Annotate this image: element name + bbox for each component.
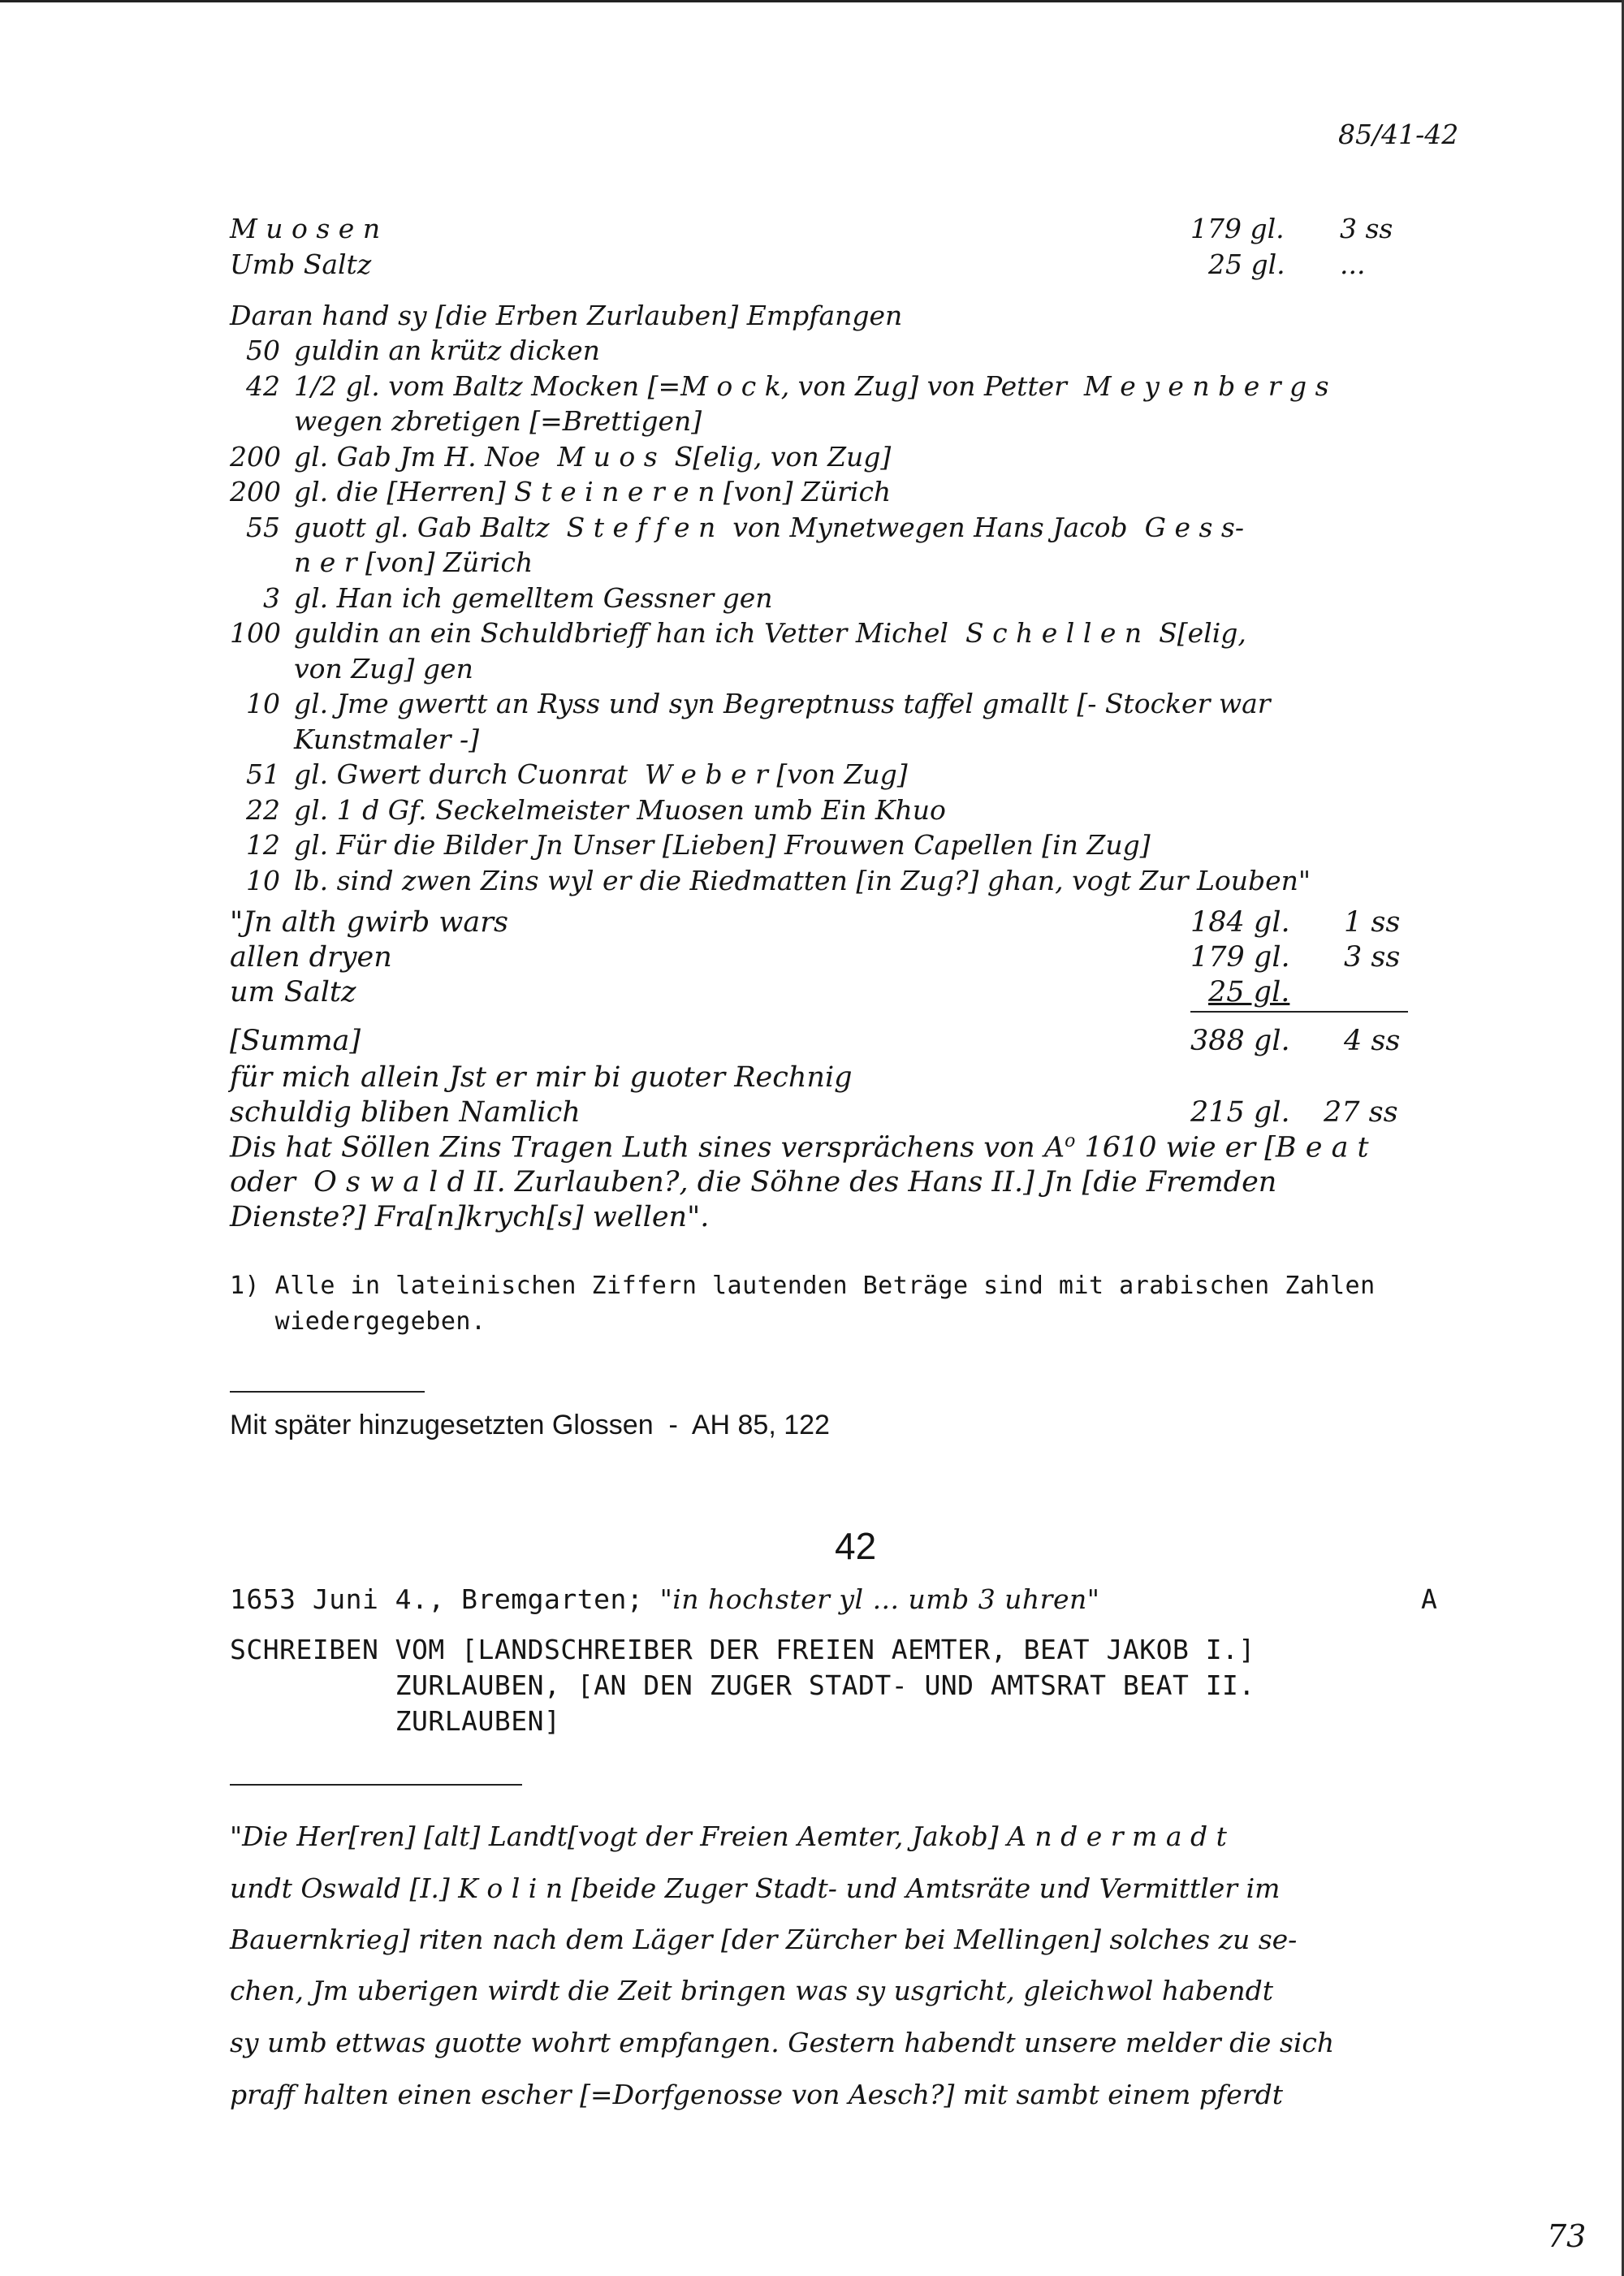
heading-line: ZURLAUBEN] [230, 1705, 561, 1737]
footnote-line: 1) Alle in lateinischen Ziffern lautenden Beträge sind mit arabischen Zahlen [230, 1272, 1376, 1300]
page-reference: 85/41-42 [1338, 119, 1459, 150]
entry-text: gl. Für die Bilder Jn Unser [Lieben] Frouwen Capellen [in Zug] [294, 829, 1151, 861]
closing-line: Dienste?] Fra[n]krych[s] wellen". [230, 1201, 710, 1233]
closing-line: schuldig bliben Namlich [230, 1096, 581, 1129]
top-line-gl: 25 gl. [1208, 248, 1285, 280]
sum-line-gl: 25 gl. [1208, 976, 1290, 1008]
entry-text: gl. Jme gwertt an Ryss und syn Begreptnuss taffel gmallt [- Stocker war [294, 688, 1271, 719]
entry-text: n e r [von] Zürich [294, 546, 533, 578]
entry-text: gl. Gab Jm H. Noe M u o s S[elig, von Zug] [294, 440, 892, 473]
body-line: praff halten einen escher [=Dorfgenosse von Aesch?] mit sambt einem pferdt [230, 2079, 1283, 2110]
footnote-line: wiedergegeben. [230, 1307, 486, 1336]
entry-text: guldin an ein Schuldbrieff han ich Vetter Michel S c h e l l e n S[elig, [294, 617, 1246, 649]
summa-gl: 388 gl. [1190, 1025, 1290, 1057]
entry-amount: 10 [246, 864, 280, 896]
sum-underline [1190, 1011, 1408, 1013]
heading-line: ZURLAUBEN, [AN DEN ZUGER STADT- UND AMTSRAT BEAT II. [230, 1669, 1255, 1701]
page-top-edge [0, 0, 1624, 2]
entry-amount: 50 [246, 335, 280, 366]
body-line: undt Oswald [I.] K o l i n [beide Zuger Stadt- und Amtsräte und Vermittler im [230, 1872, 1281, 1904]
closing-gl: 215 gl. [1190, 1096, 1290, 1129]
version-marker: A [1421, 1583, 1438, 1615]
entry-amount: 22 [246, 793, 280, 826]
summa-label: [Summa] [230, 1025, 361, 1057]
body-line: "Die Her[ren] [alt] Landt[vogt der Freien Aemter, Jakob] A n d e r m a d t [230, 1820, 1227, 1852]
entry-text: lb. sind zwen Zins wyl er die Riedmatten [in Zug?] ghan, vogt Zur Louben" [294, 864, 1311, 896]
entry-amount: 42 [246, 369, 280, 402]
closing-line: Dis hat Söllen Zins Tragen Luth sines versprächens von $A^o$ 1610 wie er [B e a t [230, 1131, 1369, 1164]
entry-amount: 200 [230, 440, 281, 473]
closing-line: für mich allein Jst er mir bi guoter Rechnig [230, 1061, 853, 1094]
entry-amount: 10 [246, 688, 280, 719]
sum-line-label: "Jn alth gwirb wars [230, 906, 508, 939]
document-number: 42 [835, 1525, 877, 1567]
body-line: chen, Jm uberigen wirdt die Zeit bringen was sy usgricht, gleichwol habendt [230, 1975, 1274, 2006]
separator-rule [230, 1784, 522, 1786]
top-line-label: Umb Saltz [230, 248, 372, 280]
entry-text: gl. die [Herren] S t e i n e r e n [von] Zürich [294, 476, 892, 507]
body-line: sy umb ettwas guotte wohrt empfangen. Gestern habendt unsere melder die sich [230, 2027, 1335, 2058]
entry-amount: 12 [246, 829, 280, 861]
closing-ss: 27 ss [1324, 1096, 1398, 1129]
entry-amount: 55 [246, 511, 280, 543]
sum-line-label: um Saltz [230, 976, 356, 1008]
sum-line-ss: 1 ss [1344, 906, 1401, 939]
summa-ss: 4 ss [1344, 1025, 1401, 1057]
top-line-ss: 3 ss [1340, 213, 1393, 244]
top-line-label: M u o s e n [230, 213, 381, 244]
body-line: Bauernkrieg] riten nach dem Läger [der Zürcher bei Mellingen] solches zu se- [230, 1924, 1298, 1955]
entry-text: gl. Gwert durch Cuonrat W e b e r [von Zug] [294, 758, 908, 790]
top-line-ss: ... [1340, 248, 1366, 280]
entry-amount: 51 [246, 758, 280, 790]
entries-intro: Daran hand sy [die Erben Zurlauben] Empfangen [230, 300, 903, 331]
sum-line-label: allen dryen [230, 941, 392, 974]
entry-text: von Zug] gen [294, 652, 473, 685]
entry-text: wegen zbretigen [=Brettigen] [294, 405, 702, 437]
closing-line: oder O s w a l d II. Zurlauben?, die Söhne des Hans II.] Jn [die Fremden [230, 1166, 1277, 1198]
entry-amount: 200 [230, 476, 281, 507]
heading-line: SCHREIBEN VOM [LANDSCHREIBER DER FREIEN AEMTER, BEAT JAKOB I.] [230, 1634, 1255, 1665]
sum-line-gl: 184 gl. [1190, 906, 1290, 939]
sum-line-gl: 179 gl. [1190, 941, 1290, 974]
entry-text: Kunstmaler -] [294, 723, 479, 755]
top-line-gl: 179 gl. [1190, 213, 1285, 244]
date-line: 1653 Juni 4., Bremgarten; "in hochster yl ... umb 3 uhren" [230, 1583, 1100, 1615]
corner-page-mark: 73 [1547, 2218, 1587, 2254]
entry-text: guldin an krütz dicken [294, 335, 600, 366]
separator-rule [230, 1391, 425, 1393]
entry-amount: 3 [263, 581, 280, 614]
sum-line-ss: 3 ss [1344, 941, 1401, 974]
entry-amount: 100 [230, 617, 281, 649]
entry-text: 1/2 gl. vom Baltz Mocken [=M o c k, von Zug] von Petter M e y e n b e r g s [294, 369, 1329, 402]
entry-text: gl. 1 d Gf. Seckelmeister Muosen umb Ein Khuo [294, 793, 946, 826]
gloss-note: Mit später hinzugesetzten Glossen - AH 85, 122 [230, 1410, 830, 1440]
entry-text: guott gl. Gab Baltz S t e f f e n von Mynetwegen Hans Jacob G e s s- [294, 511, 1244, 543]
entry-text: gl. Han ich gemelltem Gessner gen [294, 581, 773, 614]
